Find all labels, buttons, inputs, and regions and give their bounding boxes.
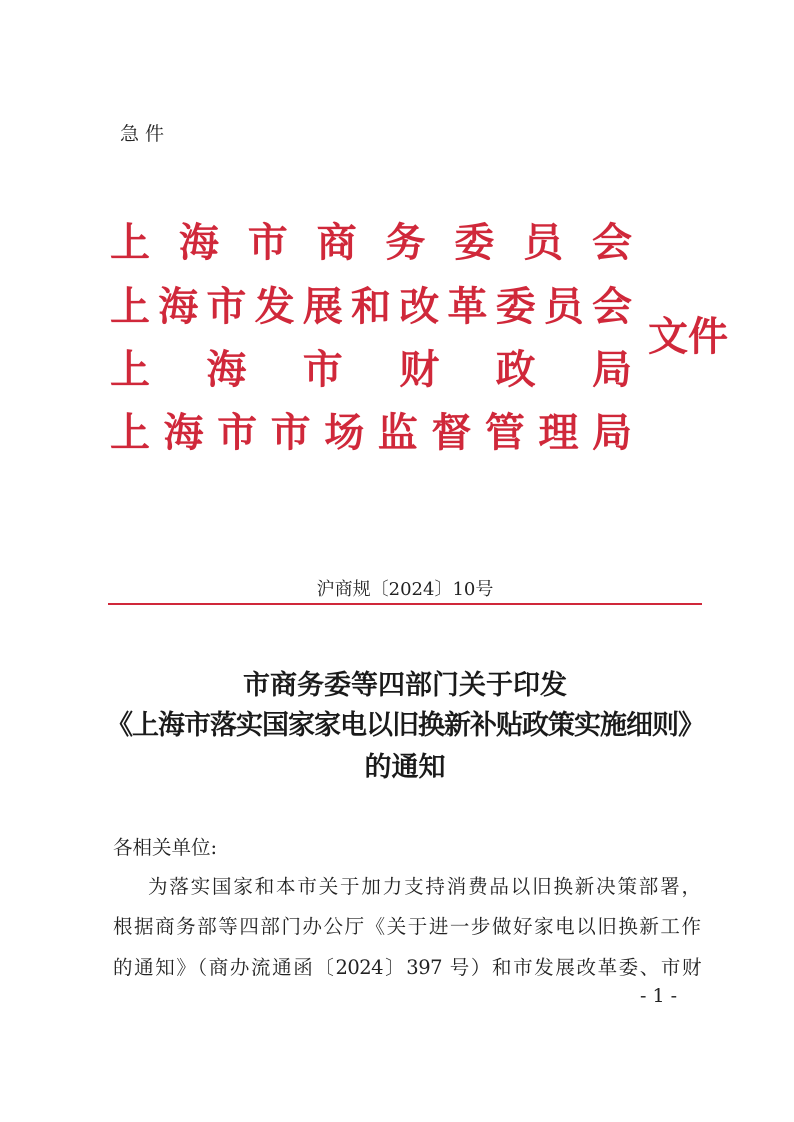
document-number: 沪商规〔2024〕10号 bbox=[316, 579, 494, 600]
issuer-commerce: 上海市商务委员会 bbox=[110, 219, 632, 266]
salutation: 各相关单位: bbox=[113, 836, 218, 859]
issuer-finance: 上海市财政局 bbox=[110, 346, 632, 393]
page-number: - 1 - bbox=[640, 985, 678, 1007]
body-line-3: 的通知》（商办流通函〔2024〕397 号）和市发展改革委、市财 bbox=[113, 956, 701, 979]
red-divider bbox=[108, 603, 702, 605]
title-line-2: 《上海市落实国家家电以旧换新补贴政策实施细则》 bbox=[106, 710, 704, 741]
issuer-suffix: 文件 bbox=[648, 313, 728, 360]
body-line-2: 根据商务部等四部门办公厅《关于进一步做好家电以旧换新工作 bbox=[113, 915, 701, 938]
issuer-market-regulation: 上海市市场监督管理局 bbox=[110, 409, 632, 456]
issuer-ndrc: 上海市发展和改革委员会 bbox=[110, 283, 632, 330]
body-line-1: 为落实国家和本市关于加力支持消费品以旧换新决策部署， bbox=[148, 875, 701, 898]
title-line-3: 的通知 bbox=[364, 752, 446, 783]
title-line-1: 市商务委等四部门关于印发 bbox=[243, 670, 567, 701]
urgency-label: 急件 bbox=[120, 123, 171, 145]
